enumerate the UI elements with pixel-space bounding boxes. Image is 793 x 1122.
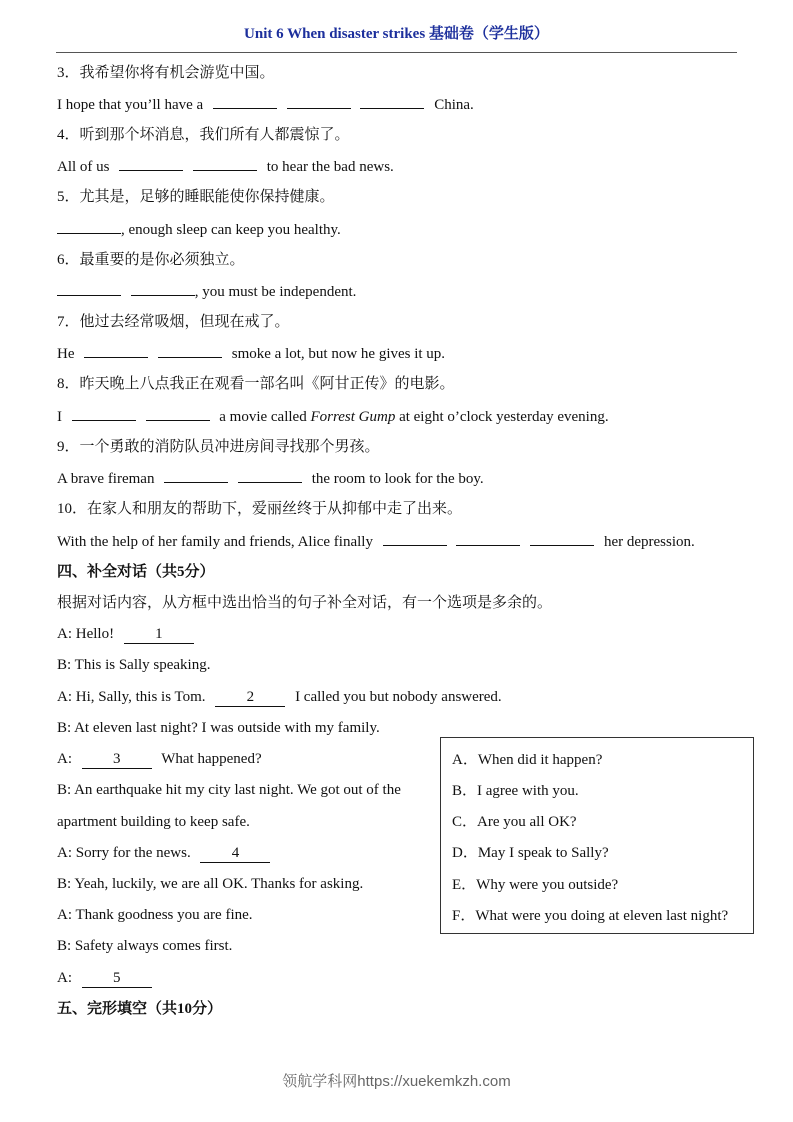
item-8-text-after: at eight o’clock yesterday evening. [399,409,609,425]
item-3-text-after: China. [434,97,474,113]
options-box [440,737,754,934]
dialogue-line [57,624,200,644]
item-10-text-after: her depression. [603,534,695,550]
dialogue-text-after: I called you but nobody answered. [295,689,502,705]
answer-blank[interactable] [213,94,277,109]
item-5-chinese: 5．尤其是，足够的睡眠能使你保持健康。 [57,189,335,205]
answer-blank[interactable] [119,156,183,171]
option-d: D．May I speak to Sally? [452,845,609,861]
answer-blank[interactable] [456,531,520,546]
answer-blank[interactable] [131,281,195,296]
dialogue-line [57,749,262,769]
section-4-instruction: 根据对话内容，从方框中选出恰当的句子补全对话，有一个选项是多余的。 [57,595,553,611]
item-8-english [57,406,609,427]
dialogue-blank-4[interactable]: 4 [200,845,270,863]
section-4-title: 四、补全对话（共5分） [57,564,215,580]
item-7-chinese: 7．他过去经常吸烟，但现在戒了。 [57,314,290,330]
page-header: Unit 6 When disaster strikes 基础卷（学生版） [244,26,549,42]
dialogue-text: A: Hi, Sally, this is Tom. [57,689,206,705]
item-7-text-before: He [57,346,75,362]
dialogue-line: B: This is Sally speaking. [57,657,211,673]
item-7-english [57,343,445,364]
answer-blank[interactable] [84,343,148,358]
item-9-english [57,468,484,489]
header-divider [56,52,737,53]
item-10-chinese: 10．在家人和朋友的帮助下，爱丽丝终于从抑郁中走了出来。 [57,501,463,517]
section-5-title: 五、完形填空（共10分） [57,1001,223,1017]
item-10-english [57,531,695,552]
answer-blank[interactable] [360,94,424,109]
item-3-text-before: I hope that you’ll have a [57,97,204,113]
item-9-text-after: the room to look for the boy. [311,471,484,487]
dialogue-line [57,687,502,707]
page-footer: 领航学科网https://xuekemkzh.com [282,1073,511,1090]
option-e: E．Why were you outside? [452,877,619,893]
answer-blank[interactable] [287,94,351,109]
item-8-text-before: I [57,409,62,425]
dialogue-blank-5[interactable]: 5 [82,970,152,988]
dialogue-text: A: [57,970,72,986]
dialogue-text-after: What happened? [161,751,262,767]
item-8-chinese: 8．昨天晚上八点我正在观看一部名叫《阿甘正传》的电影。 [57,376,455,392]
item-8-text-middle: a movie called [219,409,307,425]
item-4-text-before: All of us [57,159,110,175]
dialogue-line: B: Yeah, luckily, we are all OK. Thanks for asking. [57,876,364,892]
dialogue-text: A: Sorry for the news. [57,845,191,861]
answer-blank[interactable] [530,531,594,546]
answer-blank[interactable] [238,468,302,483]
dialogue-line: B: At eleven last night? I was outside with my family. [57,720,380,736]
dialogue-text: A: [57,751,72,767]
option-f: F．What were you doing at eleven last night? [452,908,729,924]
dialogue-text: A: Hello! [57,626,115,642]
answer-blank[interactable] [57,219,121,234]
dialogue-blank-3[interactable]: 3 [82,751,152,769]
dialogue-line: apartment building to keep safe. [57,814,250,830]
item-6-english [57,281,356,302]
item-9-chinese: 9．一个勇敢的消防队员冲进房间寻找那个男孩。 [57,439,380,455]
answer-blank[interactable] [164,468,228,483]
answer-blank[interactable] [57,281,121,296]
item-5-text-after: , enough sleep can keep you healthy. [121,222,341,238]
item-3-chinese: 3．我希望你将有机会游览中国。 [57,65,275,81]
answer-blank[interactable] [193,156,257,171]
movie-title: Forrest Gump [310,409,396,425]
answer-blank[interactable] [158,343,222,358]
item-6-chinese: 6．最重要的是你必须独立。 [57,252,245,268]
option-b: B．I agree with you. [452,783,579,799]
answer-blank[interactable] [146,406,210,421]
dialogue-line [57,843,276,863]
item-4-english [57,156,394,177]
dialogue-line [57,968,158,988]
dialogue-line: B: Safety always comes first. [57,938,233,954]
item-9-text-before: A brave fireman [57,471,155,487]
item-10-text-before: With the help of her family and friends, Alice finally [57,534,373,550]
item-6-text-after: , you must be independent. [194,284,357,300]
dialogue-line: B: An earthquake hit my city last night. We got out of the [57,782,401,798]
option-a: A．When did it happen? [452,752,603,768]
answer-blank[interactable] [72,406,136,421]
dialogue-blank-1[interactable]: 1 [124,626,194,644]
dialogue-blank-2[interactable]: 2 [215,689,285,707]
item-4-chinese: 4．听到那个坏消息，我们所有人都震惊了。 [57,127,350,143]
item-3-english [57,94,474,115]
item-5-english [57,219,341,240]
item-4-text-after: to hear the bad news. [266,159,394,175]
answer-blank[interactable] [383,531,447,546]
dialogue-line: A: Thank goodness you are fine. [57,907,253,923]
option-c: C．Are you all OK? [452,814,577,830]
item-7-text-after: smoke a lot, but now he gives it up. [231,346,446,362]
